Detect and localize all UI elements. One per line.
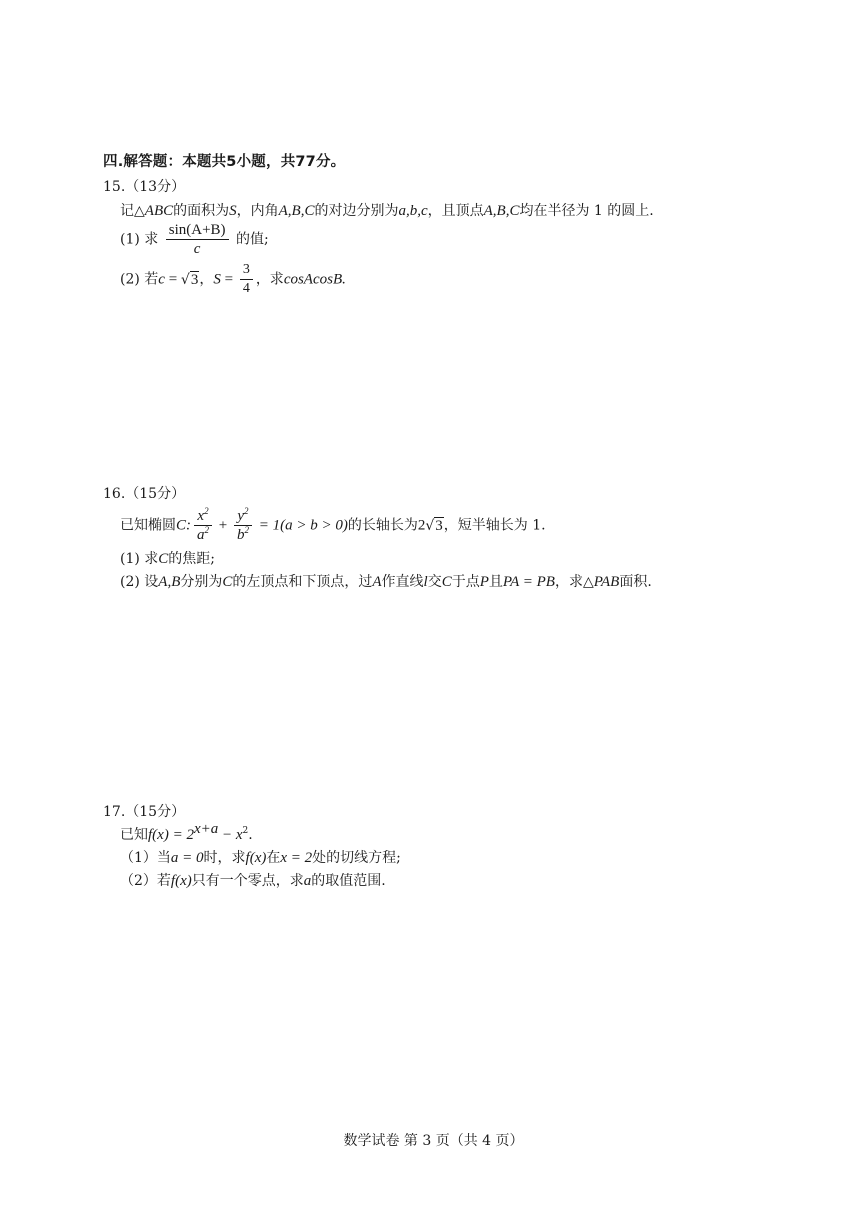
q15-fraction: $\frac{\sin(A+B)}{c}$ — [166, 222, 229, 257]
q15-header: 15.（13分） — [103, 179, 186, 195]
sqrt-symbol: √3 — [180, 271, 199, 288]
section-title: 四.解答题：本题共5小题，共77分。 — [103, 154, 346, 170]
sqrt-symbol: √3 — [425, 517, 443, 534]
q16-part2: (2) 设A,B分别为C的左顶点和下顶点，过A作直线l交C于点P且PA = PB，求△PAB面积. — [120, 574, 652, 590]
q15-part1: (1) 求 $\frac{\sin(A+B)}{c}$ 的值; — [120, 222, 269, 257]
q15-fraction-34: $\frac{3}{4}$ — [240, 262, 253, 297]
q15-part2: (2) 若c = √3，S = $\frac{3}{4}$ ，求cosAcosB. — [120, 262, 346, 296]
q17-stem: 已知$f(x) = 2^{x+a} - x^2$. — [120, 821, 253, 843]
q16-stem: 已知椭圆C: $\frac{x^2}{a^2}$ + $\frac{y^2}{b^2}$ = 1(a > b > 0)的长轴长为2√3，短半轴长为 1. — [120, 506, 546, 543]
q16-part1: (1) 求C的焦距; — [120, 551, 216, 567]
page-footer: 数学试卷 第 3 页（共 4 页） — [343, 1133, 524, 1149]
q15-stem: 记△ABC的面积为S，内角A,B,C的对边分别为a,b,c，且顶点A,B,C均在半径为 1 的圆上. — [120, 203, 654, 219]
q17-part1: （1）当a = 0时，求f(x)在x = 2处的切线方程; — [120, 850, 401, 866]
q17-part2: （2）若f(x)只有一个零点，求a的取值范围. — [120, 873, 386, 889]
q16-fraction-x: $\frac{x^2}{a^2}$ — [194, 508, 212, 543]
q16-fraction-y: $\frac{y^2}{b^2}$ — [234, 508, 252, 543]
q16-header: 16.（15分） — [103, 486, 186, 502]
q17-header: 17.（15分） — [103, 804, 186, 820]
